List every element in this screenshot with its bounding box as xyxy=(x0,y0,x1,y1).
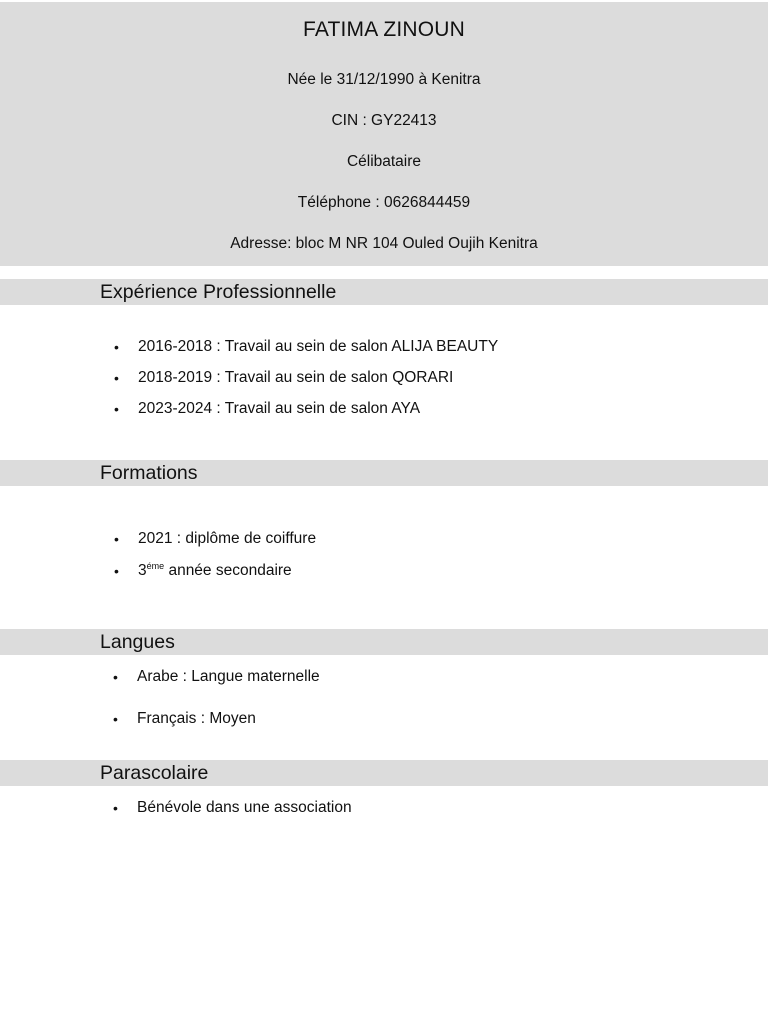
bullet-icon: • xyxy=(114,401,119,417)
section-formations xyxy=(0,460,768,486)
birth-info: Née le 31/12/1990 à Kenitra xyxy=(287,71,481,88)
section-title-parascolaire: Parascolaire xyxy=(100,762,209,784)
bullet-icon: • xyxy=(114,531,119,547)
list-item-experience-1 xyxy=(114,337,499,357)
bullet-icon: • xyxy=(114,339,119,355)
bullet-icon: • xyxy=(113,669,118,685)
list-item-langue-2 xyxy=(113,709,256,729)
list-item-experience-3 xyxy=(114,399,421,419)
list-item-parascolaire-1 xyxy=(113,798,352,818)
list-item-formation-2 xyxy=(114,560,292,581)
full-name: FATIMA ZINOUN xyxy=(302,18,466,41)
list-item-text: 2016-2018 : Travail au sein de salon ALIJA BEAUTY xyxy=(138,338,499,355)
section-title-langues: Langues xyxy=(100,631,175,653)
cin-info: CIN : GY22413 xyxy=(331,112,437,129)
list-item-experience-2 xyxy=(114,368,454,388)
list-item-text: Bénévole dans une association xyxy=(137,799,352,816)
phone-info: Téléphone : 0626844459 xyxy=(297,194,471,211)
section-title-experience: Expérience Professionnelle xyxy=(100,281,337,303)
section-experience xyxy=(0,279,768,305)
section-langues xyxy=(0,629,768,655)
bullet-icon: • xyxy=(113,711,118,727)
list-item-text: 2023-2024 : Travail au sein de salon AYA xyxy=(138,400,421,417)
marital-status: Célibataire xyxy=(346,153,422,170)
list-item-number: 3 xyxy=(138,562,147,579)
section-title-formations: Formations xyxy=(100,462,198,484)
section-parascolaire xyxy=(0,760,768,786)
list-item-text: 2021 : diplôme de coiffure xyxy=(138,530,317,547)
list-item-langue-1 xyxy=(113,667,320,687)
address-info: Adresse: bloc M NR 104 Ouled Oujih Kenitra xyxy=(230,235,538,252)
header-box xyxy=(0,2,768,266)
list-item-text: Français : Moyen xyxy=(137,710,256,727)
list-item-superscript: éme xyxy=(146,560,165,571)
list-item-text: 2018-2019 : Travail au sein de salon QORARI xyxy=(138,369,454,386)
list-item-text: année secondaire xyxy=(164,562,292,579)
list-item-formation-1 xyxy=(114,529,317,549)
bullet-icon: • xyxy=(114,370,119,386)
list-item-text: Arabe : Langue maternelle xyxy=(137,668,320,685)
bullet-icon: • xyxy=(114,563,119,579)
bullet-icon: • xyxy=(113,800,118,816)
